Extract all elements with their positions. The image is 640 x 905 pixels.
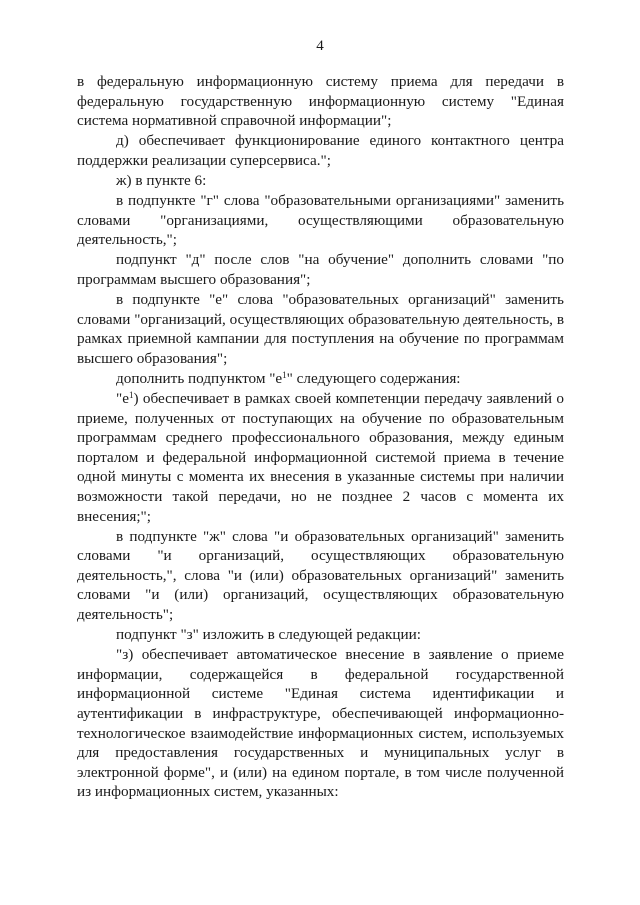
paragraph-7-text-b: " следующего содержания: xyxy=(286,369,461,387)
paragraph-4: в подпункте "г" слова "образовательными организациями" заменить словами "организациями, осуществляющими образовательную деятельность,"; xyxy=(77,192,564,249)
paragraph-5: подпункт "д" после слов "на обучение" дополнить словами "по программам высшего образования"; xyxy=(77,251,564,288)
paragraph-3: ж) в пункте 6: xyxy=(116,171,207,189)
paragraph-6: в подпункте "е" слова "образовательных организаций" заменить словами "организаций, осуществляющих образовательную деятельность, в рамках приемной кампании для поступления на обучение по программам высшего образования"; xyxy=(77,291,564,367)
page-number: 4 xyxy=(316,38,324,54)
paragraph-9: в подпункте "ж" слова "и образовательных организаций" заменить словами "и организаций, осуществляющих образовательную деятельность,", слова "и (или) образовательных организаций" заменить словами "и (или) организаций, осуществляющих образовательную деятельность"; xyxy=(77,527,564,624)
paragraph-8 xyxy=(77,389,564,526)
paragraph-10: подпункт "з" изложить в следующей редакции: xyxy=(116,626,422,644)
superscript-1: 1 xyxy=(282,369,287,380)
paragraph-7-text-a: дополнить подпунктом "е xyxy=(116,369,283,387)
paragraph-11: "з) обеспечивает автоматическое внесение в заявление о приеме информации, содержащейся в федеральной государственной информационной системе "Единая система идентификации и аутентификации в инфраструктуре, обеспечивающей информационно-технологическое взаимодействие информационных систем, используемых для предоставления государственных и муниципальных услуг в электронной форме", и (или) на едином портале, в том числе полученной из информационных систем, указанных: xyxy=(77,646,564,801)
paragraph-8-text-b: ) обеспечивает в рамках своей компетенции передачу заявлений о приеме, полученных от поступающих на обучение по образовательным программам среднего профессионального образования, между единым порталом и федеральной информационной системой приема в течение одной минуты с момента их внесения в указанные системы при наличии возможности такой передачи, но не позднее 2 часов с момента их внесения;"; xyxy=(77,390,564,525)
paragraph-7 xyxy=(77,369,564,389)
superscript-1: 1 xyxy=(128,390,134,400)
document-body xyxy=(77,72,564,802)
paragraph-2: д) обеспечивает функционирование единого контактного центра поддержки реализации суперсервиса."; xyxy=(77,132,564,169)
paragraph-1: в федеральную информационную систему приема для передачи в федеральную государственную информационную систему "Единая система нормативной справочной информации"; xyxy=(77,73,564,130)
paragraph-8-text-a: "е xyxy=(116,390,129,407)
